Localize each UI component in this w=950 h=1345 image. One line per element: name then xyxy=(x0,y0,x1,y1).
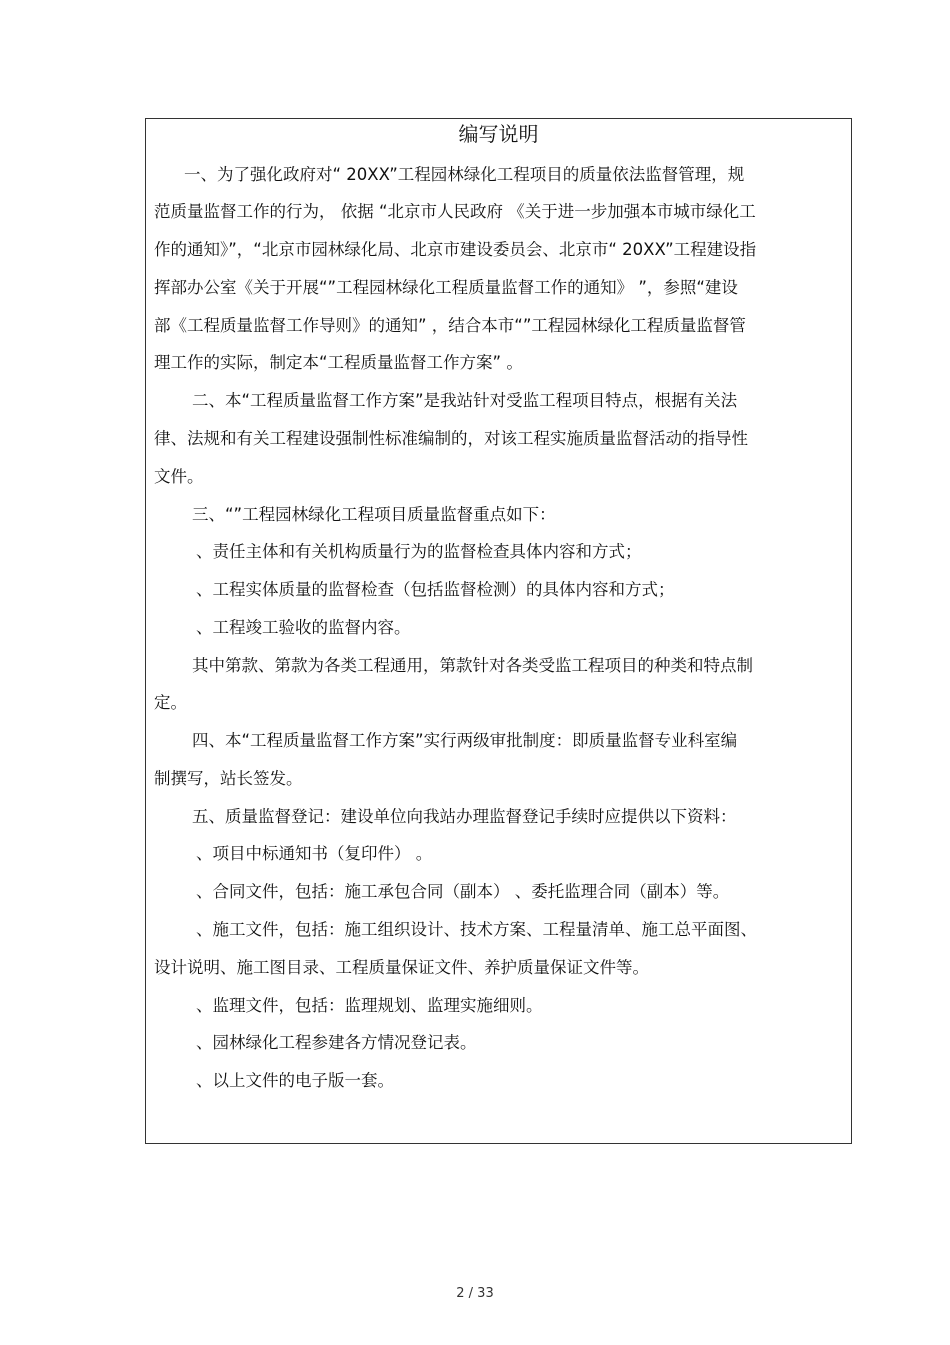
body-line: 五、质量监督登记：建设单位向我站办理监督登记手续时应提供以下资料： xyxy=(192,807,737,826)
body-line: 挥部办公室《关于开展“”工程园林绿化工程质量监督工作的通知》 ”，参照“建设 xyxy=(154,278,738,297)
body-line: 作的通知》”，“北京市园林绿化局、北京市建设委员会、北京市“ 20XX”工程建设指 xyxy=(154,240,757,259)
body-line: 、工程实体质量的监督检查（包括监督检测）的具体内容和方式； xyxy=(196,580,675,599)
body-line: 三、“”工程园林绿化工程项目质量监督重点如下： xyxy=(192,505,556,524)
body-line: 其中第款、第款为各类工程通用，第款针对各类受监工程项目的种类和特点制 xyxy=(192,656,753,675)
body-line: 、项目中标通知书（复印件） 。 xyxy=(196,844,433,863)
body-line: 、施工文件，包括：施工组织设计、技术方案、工程量清单、施工总平面图、 xyxy=(196,920,757,939)
body-line: 定。 xyxy=(154,693,187,712)
body-line: 、以上文件的电子版一套。 xyxy=(196,1071,394,1090)
body-line: 、监理文件，包括：监理规划、监理实施细则。 xyxy=(196,996,543,1015)
body-line: 制撰写，站长签发。 xyxy=(154,769,303,788)
body-line: 、责任主体和有关机构质量行为的监督检查具体内容和方式； xyxy=(196,542,642,561)
body-line: 二、本“工程质量监督工作方案”是我站针对受监工程项目特点，根据有关法 xyxy=(192,391,738,410)
body-line: 、工程竣工验收的监督内容。 xyxy=(196,618,411,637)
page-number: 2 / 33 xyxy=(456,1286,494,1301)
body-line: 部《工程质量监督工作导则》的通知” ，结合本市“”工程园林绿化工程质量监督管 xyxy=(154,316,746,335)
body-line: 、园林绿化工程参建各方情况登记表。 xyxy=(196,1033,477,1052)
body-line: 、合同文件，包括：施工承包合同（副本） 、委托监理合同（副本）等。 xyxy=(196,882,730,901)
body-line: 设计说明、施工图目录、工程质量保证文件、养护质量保证文件等。 xyxy=(154,958,649,977)
body-line: 一、为了强化政府对“ 20XX”工程园林绿化工程项目的质量依法监督管理，规 xyxy=(184,165,745,184)
body-line: 范质量监督工作的行为， 依据 “北京市人民政府 《关于进一步加强本市城市绿化工 xyxy=(154,202,756,221)
document-frame xyxy=(145,118,852,1144)
body-line: 理工作的实际，制定本“工程质量监督工作方案” 。 xyxy=(154,353,523,372)
document-title: 编写说明 xyxy=(458,122,539,146)
body-line: 文件。 xyxy=(154,467,204,486)
body-line: 律、法规和有关工程建设强制性标准编制的，对该工程实施质量监督活动的指导性 xyxy=(154,429,748,448)
body-line: 四、本“工程质量监督工作方案”实行两级审批制度：即质量监督专业科室编 xyxy=(192,731,738,750)
